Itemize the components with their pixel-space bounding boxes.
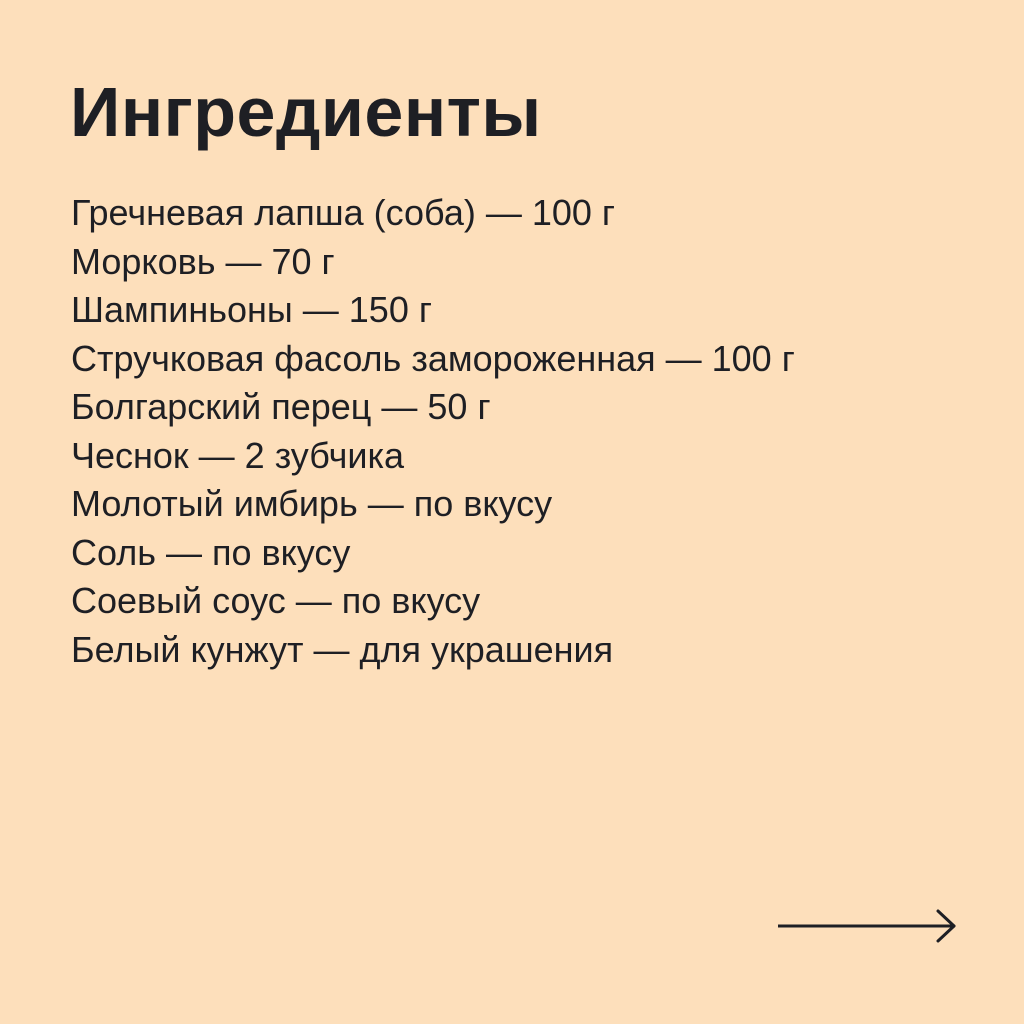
ingredient-item: Гречневая лапша (соба) — 100 г — [71, 192, 616, 233]
ingredient-item: Белый кунжут — для украшения — [71, 628, 614, 670]
ingredient-item: Морковь — 70 г — [71, 240, 335, 282]
ingredient-item: Стручковая фасоль замороженная — 100 г — [71, 337, 795, 379]
ingredient-list — [71, 189, 795, 674]
ingredient-item: Болгарский перец — 50 г — [71, 386, 491, 427]
ingredient-item: Шампиньоны — 150 г — [71, 289, 432, 330]
page-title: Ингредиенты — [70, 73, 542, 151]
next-button[interactable] — [778, 906, 960, 946]
arrow-right-icon — [778, 906, 960, 946]
ingredient-item: Соль — по вкусу — [71, 531, 351, 573]
ingredient-item: Чеснок — 2 зубчика — [71, 434, 405, 476]
ingredient-item: Соевый соус — по вкусу — [71, 580, 481, 621]
ingredient-item: Молотый имбирь — по вкусу — [71, 483, 553, 524]
